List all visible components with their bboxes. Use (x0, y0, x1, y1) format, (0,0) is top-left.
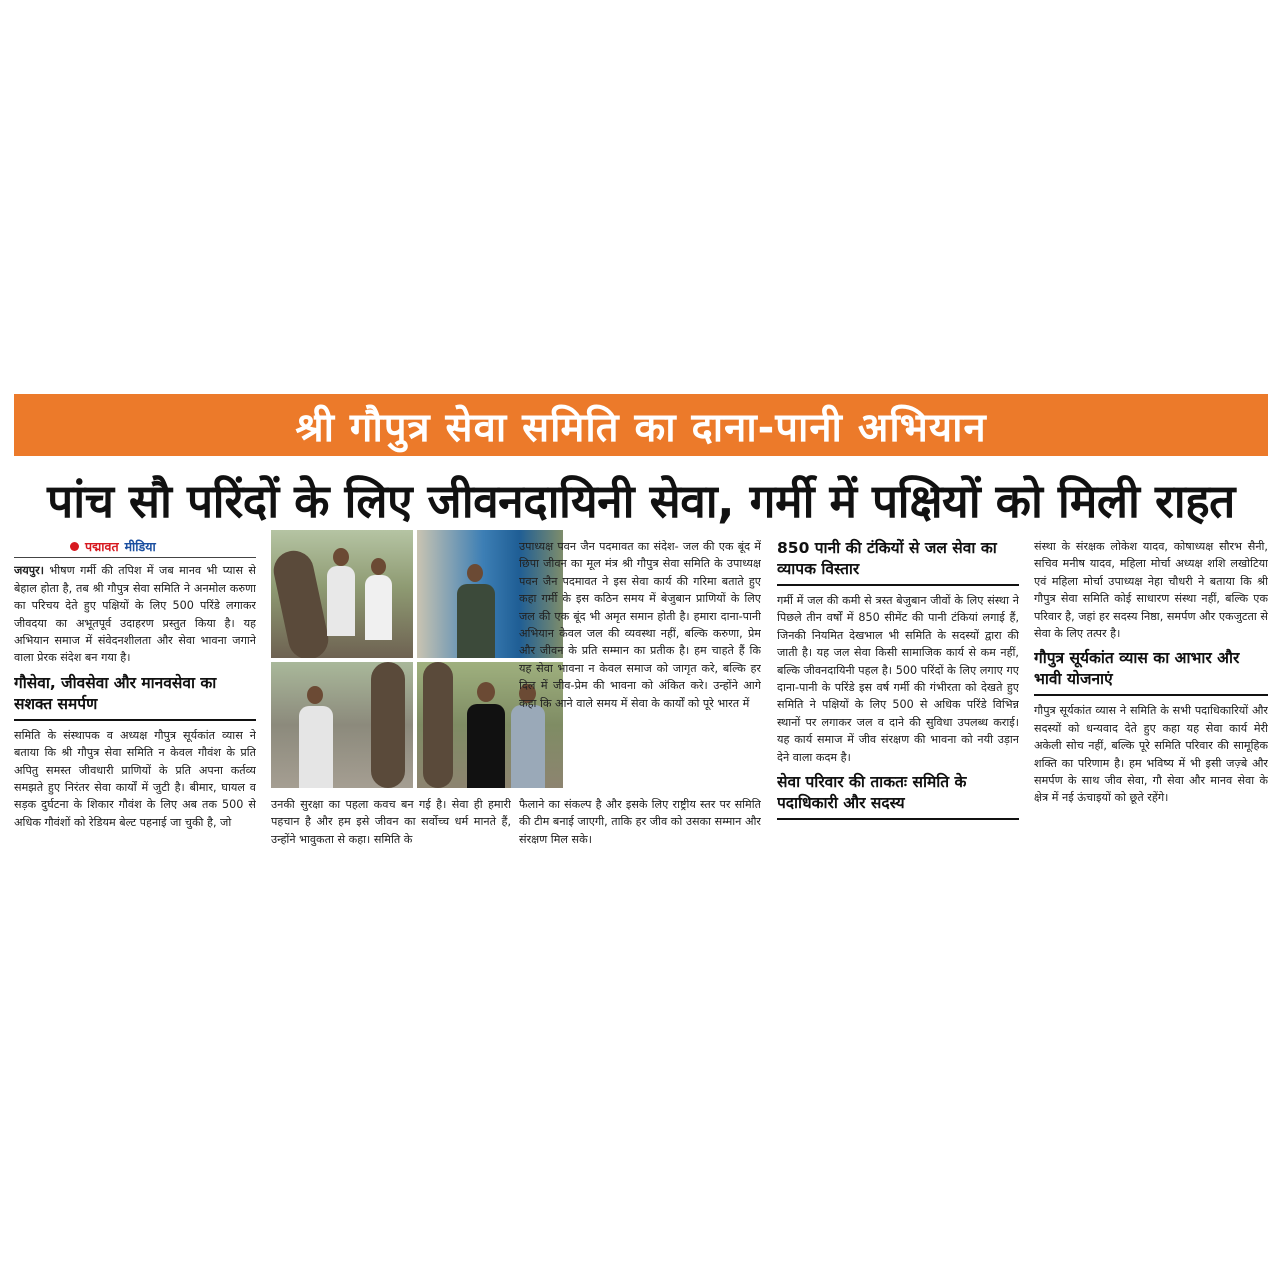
byline-credit (14, 538, 256, 558)
column-3 (519, 538, 761, 818)
dateline: जयपुर। (14, 564, 44, 578)
kicker-text: श्री गौपुत्र सेवा समिति का दाना-पानी अभियान (295, 404, 987, 451)
column-3-continued (519, 796, 761, 886)
column-5 (1034, 538, 1268, 886)
paragraph: उनकी सुरक्षा का पहला कवच बन गई है। सेवा ही हमारी पहचान है और हम इसे जीवन का सर्वोच्च धर्म मानते हैं, उन्होंने भावुकता से कहा। समिति के (271, 798, 511, 846)
photo-volunteers-tree (271, 530, 413, 658)
subheading: गौसेवा, जीवसेवा और मानवसेवा का सशक्त समर्पण (14, 673, 256, 721)
subheading: 850 पानी की टंकियों से जल सेवा का व्यापक विस्तार (777, 538, 1019, 586)
headline-text: पांच सौ परिंदों के लिए जीवनदायिनी सेवा, गर्मी में पक्षियों को मिली राहत (47, 474, 1235, 528)
main-headline (14, 464, 1268, 536)
credit-name-2: मीडिया (124, 539, 156, 554)
paragraph: गौपुत्र सूर्यकांत व्यास ने समिति के सभी पदाधिकारियों और सदस्यों को धन्यवाद देते हुए कहा यह सेवा कार्य मेरी अकेली सोच नहीं, बल्कि पूरे समिति परिवार की सामूहिक शक्ति का परिणाम है। हम भविष्य में भी इसी जज़्बे और समर्पण के साथ जीव सेवा, गौ सेवा और मानव सेवा के क्षेत्र में नई ऊंचाइयों को छूते रहेंगे। (1034, 704, 1268, 805)
paragraph: संस्था के संरक्षक लोकेश यादव, कोषाध्यक्ष सौरभ सैनी, सचिव मनीष यादव, महिला मोर्चा अध्यक्ष शशि लखोटिया एवं महिला मोर्चा उपाध्यक्ष नेहा चौधरी ने बताया कि श्री गौपुत्र सेवा समिति कोई साधारण संस्था नहीं, बल्कि एक परिवार है, जहां हर सदस्य निष्ठा, समर्पण और एकजुटता से सेवा के लिए तत्पर है। (1034, 540, 1268, 641)
subheading: गौपुत्र सूर्यकांत व्यास का आभार और भावी योजनाएं (1034, 648, 1268, 696)
column-4 (777, 538, 1019, 886)
kicker-banner (14, 394, 1268, 456)
column-2 (271, 796, 511, 886)
bullet-icon (70, 542, 79, 551)
subheading: सेवा परिवार की ताकतः समिति के पदाधिकारी और सदस्य (777, 772, 1019, 820)
paragraph-text: भीषण गर्मी की तपिश में जब मानव भी प्यास से बेहाल होता है, तब श्री गौपुत्र सेवा समिति ने अनमोल करुणा का परिचय देते हुए पक्षियों के लिए 500 परिंडे लगाकर जीवदया का अभूतपूर्व उदाहरण प्रस्तुत किया है। यह अभियान समाज में संवेदनशीलता और सेवा भावना जगाने वाला प्रेरक संदेश बन गया है। (14, 564, 256, 665)
column-1 (14, 538, 256, 878)
paragraph: गर्मी में जल की कमी से त्रस्त बेजुबान जीवों के लिए संस्था ने पिछले तीन वर्षों में 850 सीमेंट की पानी टंकियां लगाई हैं, जिनकी नियमित देखभाल भी समिति के सदस्यों द्वारा की जाती है। यह जल सेवा किसी सामाजिक कार्य से कम नहीं, बल्कि जीवनदायिनी पहल है। 500 परिंदों के लिए लगाए गए दाना-पानी के परिंडे इस वर्ष गर्मी की गंभीरता को देखते हुए समिति ने पक्षियों के लिए 500 से अधिक परिंडे विभिन्न स्थानों पर लगाकर जल व दाने की सुविधा उपलब्ध कराई। यह कार्य समाज में जीव संरक्षण की भावना को नयी उड़ान देने वाला कदम है। (777, 594, 1019, 764)
photo-volunteer-bowl (271, 662, 413, 788)
paragraph: फैलाने का संकल्प है और इसके लिए राष्ट्रीय स्तर पर समिति की टीम बनाई जाएगी, ताकि हर जीव को उसका सम्मान और संरक्षण मिल सके। (519, 798, 761, 846)
paragraph: समिति के संस्थापक व अध्यक्ष गौपुत्र सूर्यकांत व्यास ने बताया कि श्री गौपुत्र सेवा समिति न केवल गौवंश के प्रति अपितु समस्त जीवधारी प्राणियों के प्रति अपना कर्तव्य समझते हुए निरंतर सेवा कार्यों में जुटी है। बीमार, घायल व सड़क दुर्घटना के शिकार गौवंश के लिए अब तक 500 से अधिक गौवंशों को रेडियम बेल्ट पहनाई जा चुकी है, जो (14, 728, 256, 829)
paragraph: उपाध्यक्ष पवन जैन पदमावत का संदेश- जल की एक बूंद में छिपा जीवन का मूल मंत्र श्री गौपुत्र सेवा समिति के उपाध्यक्ष पवन जैन पदमावत ने इस सेवा कार्य की गरिमा बताते हुए कहा गर्मी के इस कठिन समय में बेजुबान प्राणियों के लिए जल की एक बूंद भी अमृत समान होती है। हमारा दाना-पानी अभियान केवल जल की व्यवस्था नहीं, बल्कि करुणा, प्रेम और जीवन के प्रति सम्मान का प्रतीक है। हम चाहते हैं कि यह सेवा भावना न केवल समाज को जागृत करे, बल्कि हर दिल में जीव-प्रेम की भावना को अंकित करे। उन्होंने आगे कहा कि आने वाले समय में सेवा के कार्यों को पूरे भारत में (519, 540, 761, 710)
paragraph (14, 562, 256, 666)
credit-name-1: पद्मावत (85, 539, 119, 554)
news-clipping (14, 394, 1268, 894)
